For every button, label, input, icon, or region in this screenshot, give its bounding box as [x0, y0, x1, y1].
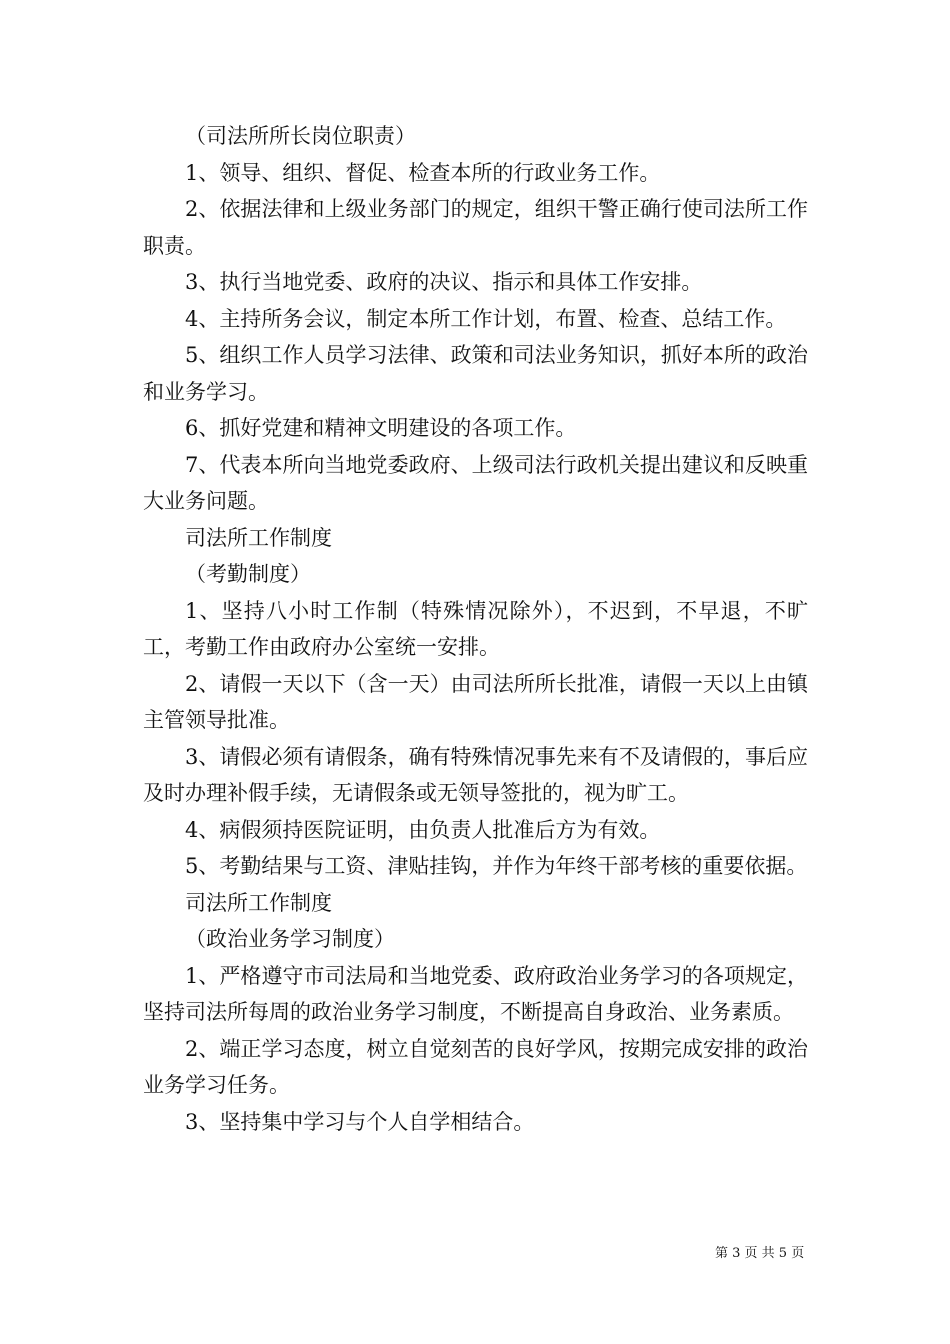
subheading-study: （政治业务学习制度） — [185, 927, 395, 951]
paragraph-attendance-1: 1、坚持八小时工作制（特殊情况除外），不迟到，不早退，不旷工，考勤工作由政府办公室统一安排。 — [143, 598, 808, 659]
paragraph-attendance-4: 4、病假须持医院证明，由负责人批准后方为有效。 — [185, 817, 661, 842]
paragraph-duty-2: 2、依据法律和上级业务部门的规定，组织干警正确行使司法所工作职责。 — [143, 197, 808, 258]
paragraph-attendance-2: 2、请假一天以下（含一天）由司法所所长批准，请假一天以上由镇主管领导批准。 — [143, 671, 808, 732]
paragraph-attendance-3: 3、请假必须有请假条，确有特殊情况事先来有不及请假的，事后应及时办理补假手续，无请假条或无领导签批的，视为旷工。 — [143, 744, 808, 805]
paragraph-duty-5: 5、组织工作人员学习法律、政策和司法业务知识，抓好本所的政治和业务学习。 — [143, 343, 808, 404]
paragraph-title-director-duties: （司法所所长岗位职责） — [185, 124, 416, 148]
paragraph-duty-7: 7、代表本所向当地党委政府、上级司法行政机关提出建议和反映重大业务问题。 — [143, 452, 808, 513]
paragraph-duty-6: 6、抓好党建和精神文明建设的各项工作。 — [185, 416, 577, 440]
paragraph-attendance-5: 5、考勤结果与工资、津贴挂钩，并作为年终干部考核的重要依据。 — [185, 854, 808, 878]
paragraph-duty-3: 3、执行当地党委、政府的决议、指示和具体工作安排。 — [185, 270, 703, 294]
paragraph-duty-1: 1、领导、组织、督促、检查本所的行政业务工作。 — [185, 160, 661, 185]
page-number-footer: 第 3 页 共 5 页 — [715, 1246, 805, 1261]
document-body — [143, 118, 808, 1140]
paragraph-study-3: 3、坚持集中学习与个人自学相结合。 — [185, 1109, 535, 1134]
subheading-attendance: （考勤制度） — [185, 562, 311, 586]
section-heading-work-system-2: 司法所工作制度 — [185, 890, 332, 915]
paragraph-study-2: 2、端正学习态度，树立自觉刻苦的良好学风，按期完成安排的政治业务学习任务。 — [143, 1036, 808, 1097]
section-heading-work-system: 司法所工作制度 — [185, 525, 332, 550]
paragraph-duty-4: 4、主持所务会议，制定本所工作计划，布置、检查、总结工作。 — [185, 306, 787, 331]
paragraph-study-1: 1、严格遵守市司法局和当地党委、政府政治业务学习的各项规定，坚持司法所每周的政治业务学习制度，不断提高自身政治、业务素质。 — [143, 963, 808, 1024]
